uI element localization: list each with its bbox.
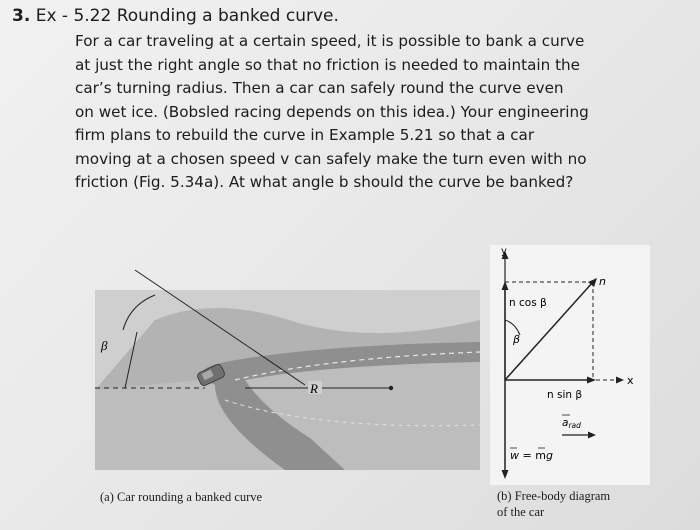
text-line: friction (Fig. 5.34a). At what angle b should the curve be banked? xyxy=(75,173,574,191)
normal-label: n xyxy=(599,275,606,288)
text-line: firm plans to rebuild the curve in Example 5.21 so that a car xyxy=(75,126,535,144)
a-rad-label: arad xyxy=(562,417,581,430)
text-line: For a car traveling at a certain speed, it is possible to bank a curve xyxy=(75,32,585,50)
figure-b-caption-line2: of the car xyxy=(497,505,545,519)
n-cos-label: n cos β xyxy=(509,297,547,309)
beta-label: β xyxy=(101,338,108,353)
figure-a-caption: (a) Car rounding a banked curve xyxy=(100,490,263,504)
problem-heading xyxy=(12,6,339,26)
figure-b-caption xyxy=(497,488,667,520)
x-axis-label: x xyxy=(627,374,634,387)
curve-center xyxy=(389,386,393,390)
problem-text xyxy=(75,30,675,195)
free-body-diagram xyxy=(490,245,650,485)
radius-label: R xyxy=(310,381,318,396)
text-line: car’s turning radius. Then a car can safely round the curve even xyxy=(75,79,564,97)
n-sin-label: n sin β xyxy=(547,389,583,401)
problem-number: 3. xyxy=(12,6,31,26)
banked-curve-figure xyxy=(95,250,480,470)
text-line: at just the right angle so that no friction is needed to maintain the xyxy=(75,55,580,74)
beta-label-b: β xyxy=(513,333,521,346)
problem-title: Ex - 5.22 Rounding a banked curve. xyxy=(35,6,339,26)
figure-b-caption-line1: (b) Free-body diagram xyxy=(497,489,611,503)
text-line: moving at a chosen speed v can safely make the turn even with no xyxy=(75,149,587,168)
weight-label: w = mg xyxy=(510,449,553,462)
y-axis-label: y xyxy=(501,246,507,257)
text-line: on wet ice. (Bobsled racing depends on this idea.) Your engineering xyxy=(75,102,589,121)
